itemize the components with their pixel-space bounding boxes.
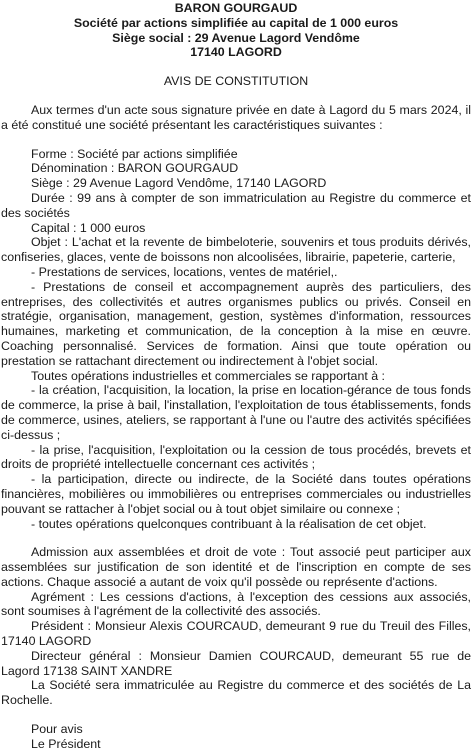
operations-intro: Toutes opérations industrielles et commerciales se rapportant à : xyxy=(31,368,385,383)
spacer xyxy=(1,133,471,147)
denomination-line: Dénomination : BARON GOURGAUD xyxy=(31,161,239,176)
operation-item: - toutes opérations quelconques contribuant à la réalisation de cet objet. xyxy=(31,516,427,531)
siege-line: Siège : 29 Avenue Lagord Vendôme, 17140 LAGORD xyxy=(31,176,327,191)
operation-item: - la prise, l'acquisition, l'exploitation ou la cession de tous procédés, brevets et droits de propriété intellectuelle concernant ces activités ; xyxy=(1,442,471,472)
duree-line: Durée : 99 ans à compter de son immatriculation au Registre du commerce et des sociétés xyxy=(1,190,471,220)
postal-line: 17140 LAGORD xyxy=(190,45,282,60)
spacer xyxy=(1,708,471,722)
operation-item: - la participation, directe ou indirecte, de la Société dans toutes opérations financières, mobilières ou immobilières ou entreprises commerciales ou industrielles pouvant se rattacher à l'objet social ou à tout objet similaire ou connexe ; xyxy=(1,472,471,516)
signatory: Le Président xyxy=(31,736,101,751)
operation-item: - la création, l'acquisition, la location, la prise en location-gérance de tous fonds de commerce, la prise à bail, l'installation, l'exploitation de tous établissements, fonds de commerce, usines, ateliers, se rapportant à l'une ou l'autre des activités spécifiées ci-dessus ; xyxy=(1,383,471,442)
capital-line: Société par actions simplifiée au capital de 1 000 euros xyxy=(73,15,399,30)
notice-header xyxy=(1,1,471,60)
pour-avis: Pour avis xyxy=(31,722,83,737)
characteristics-section xyxy=(1,147,471,532)
admission-paragraph: Admission aux assemblées et droit de vote : Tout associé peut participer aux assemblées sur justification de son identité et de l'inscription en compte de ses actions. Chaque associé a autant de voix qu'il possède ou représente d'actions. xyxy=(1,545,471,589)
objet-item: - Prestations de conseil et accompagnement auprès des particuliers, des entreprises, des collectivités et autres organismes publics ou privés. Conseil en stratégie, organisation, management, gestion, systèmes d'information, ressources humaines, marketing et communication, de la conception à la mise en œuvre. Coaching personnalisé. Services de formation. Ainsi que toute opération ou prestation se rattachant directement ou indirectement à l'objet social. xyxy=(1,279,471,368)
agrement-paragraph: Agrément : Les cessions d'actions, à l'exception des cessions aux associés, sont soumises à l'agrément de la collectivité des associés. xyxy=(1,589,471,619)
company-name: BARON GOURGAUD xyxy=(174,1,298,15)
notice-title: AVIS DE CONSTITUTION xyxy=(163,74,309,89)
capital-line-body: Capital : 1 000 euros xyxy=(31,220,146,235)
seat-line: Siège social : 29 Avenue Lagord Vendôme xyxy=(112,30,360,45)
president-paragraph: Président : Monsieur Alexis COURCAUD, demeurant 9 rue du Treuil des Filles, 17140 LAGORD xyxy=(1,619,471,649)
forme-line: Forme : Société par actions simplifiée xyxy=(31,146,238,161)
objet-item: - Prestations de services, locations, ventes de matériel,. xyxy=(31,264,338,279)
intro-paragraph: Aux termes d'un acte sous signature privée en date à Lagord du 5 mars 2024, il a été constitué une société présentant les caractéristiques suivantes : xyxy=(1,102,471,132)
immatriculation-paragraph: La Société sera immatriculée au Registre du commerce et des sociétés de La Rochelle. xyxy=(1,678,471,708)
spacer xyxy=(1,531,471,545)
directeur-paragraph: Directeur général : Monsieur Damien COURCAUD, demeurant 55 rue de Lagord 17138 SAINT XANDRE xyxy=(1,648,471,678)
objet-line: Objet : L'achat et la revente de bimbeloterie, souvenirs et tous produits dérivés, confiseries, glaces, vente de boissons non alcoolisées, librairie, papeterie, carterie, xyxy=(1,235,471,265)
